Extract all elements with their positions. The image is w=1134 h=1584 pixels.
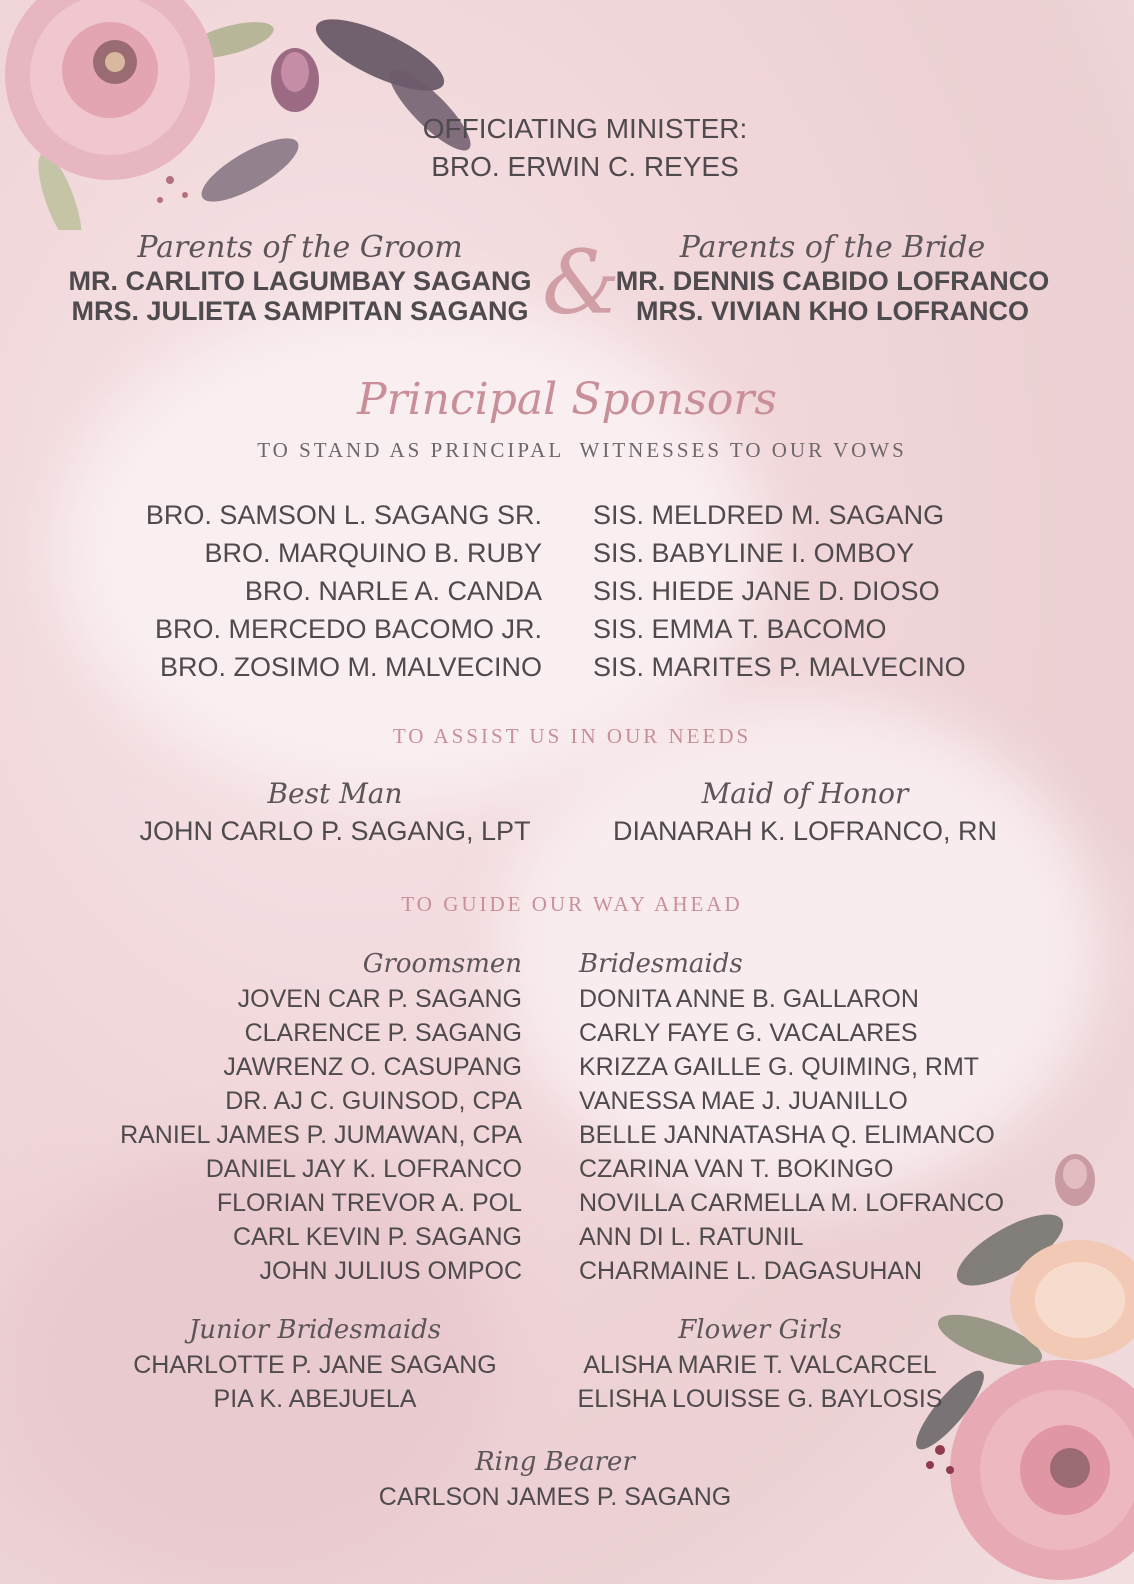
groom-parents: [60, 230, 540, 326]
sponsor-name: SIS. MELDRED M. SAGANG: [593, 500, 945, 530]
principal-sponsors-title: Principal Sponsors: [356, 374, 778, 425]
bridesmaid-name: DONITA ANNE B. GALLARON: [579, 985, 919, 1013]
groomsman-name: CLARENCE P. SAGANG: [244, 1019, 522, 1047]
ring-bearer-label: Ring Bearer: [475, 1447, 635, 1477]
principal-sponsors-right: [593, 496, 1073, 686]
officiating-label: OFFICIATING MINISTER:: [422, 113, 748, 144]
groomsman-name: DR. AJ C. GUINSOD, CPA: [225, 1087, 522, 1115]
groomsman-name: RANIEL JAMES P. JUMAWAN, CPA: [120, 1121, 522, 1149]
officiating-name: BRO. ERWIN C. REYES: [431, 151, 739, 182]
officiating-block: [300, 110, 870, 186]
junior-bridesmaid-name: CHARLOTTE P. JANE SAGANG: [133, 1351, 497, 1379]
maid-of-honor-label: Maid of Honor: [701, 777, 909, 810]
groomsmen-block: [60, 946, 522, 1288]
sponsor-name: BRO. ZOSIMO M. MALVECINO: [159, 652, 542, 682]
best-man-label: Best Man: [267, 777, 403, 810]
sponsor-name: BRO. MERCEDO BACOMO JR.: [154, 614, 542, 644]
groomsman-name: JOVEN CAR P. SAGANG: [237, 985, 522, 1013]
guide-heading: TO GUIDE OUR WAY AHEAD: [401, 892, 743, 916]
sponsor-name: BRO. SAMSON L. SAGANG SR.: [145, 500, 542, 530]
ampersand: &: [542, 231, 621, 334]
bridesmaids-block: [579, 946, 1059, 1288]
bridesmaid-name: KRIZZA GAILLE G. QUIMING, RMT: [579, 1053, 980, 1081]
sponsor-name: SIS. HIEDE JANE D. DIOSO: [593, 576, 940, 606]
principal-sponsors-subtitle: TO STAND AS PRINCIPAL WITNESSES TO OUR VOWS: [257, 438, 907, 462]
sponsor-name: SIS. BABYLINE I. OMBOY: [593, 538, 915, 568]
bride-mother: MRS. VIVIAN KHO LOFRANCO: [635, 296, 1029, 326]
best-man-block: [130, 776, 540, 850]
groomsmen-label: Groomsmen: [362, 949, 522, 979]
bridesmaid-name: NOVILLA CARMELLA M. LOFRANCO: [579, 1189, 1005, 1217]
groomsman-name: DANIEL JAY K. LOFRANCO: [205, 1155, 522, 1183]
bridesmaid-name: BELLE JANNATASHA Q. ELIMANCO: [579, 1121, 995, 1149]
flower-girls-block: [555, 1312, 965, 1416]
flower-girl-name: ELISHA LOUISSE G. BAYLOSIS: [577, 1385, 943, 1413]
sponsor-name: SIS. EMMA T. BACOMO: [593, 614, 887, 644]
bridesmaids-label: Bridesmaids: [579, 949, 743, 979]
bride-parents-label: Parents of the Bride: [679, 230, 986, 265]
groomsman-name: FLORIAN TREVOR A. POL: [216, 1189, 522, 1217]
sponsor-name: SIS. MARITES P. MALVECINO: [593, 652, 966, 682]
bridesmaid-name: CARLY FAYE G. VACALARES: [579, 1019, 918, 1047]
bridesmaid-name: VANESSA MAE J. JUANILLO: [579, 1087, 908, 1115]
sponsor-name: BRO. MARQUINO B. RUBY: [204, 538, 542, 568]
maid-of-honor-name: DIANARAH K. LOFRANCO, RN: [612, 816, 998, 846]
best-man-name: JOHN CARLO P. SAGANG, LPT: [139, 816, 531, 846]
groomsman-name: CARL KEVIN P. SAGANG: [233, 1223, 522, 1251]
sponsor-name: BRO. NARLE A. CANDA: [244, 576, 542, 606]
junior-bridesmaids-label: Junior Bridesmaids: [188, 1315, 442, 1345]
junior-bridesmaid-name: PIA K. ABEJUELA: [213, 1385, 417, 1413]
bridesmaid-name: ANN DI L. RATUNIL: [579, 1223, 804, 1251]
groom-father: MR. CARLITO LAGUMBAY SAGANG: [68, 266, 532, 296]
assist-heading: TO ASSIST US IN OUR NEEDS: [392, 724, 752, 748]
flower-girls-label: Flower Girls: [678, 1315, 842, 1345]
ring-bearer-block: [340, 1444, 770, 1514]
groom-parents-label: Parents of the Groom: [137, 230, 463, 265]
principal-sponsors-left: [60, 496, 542, 686]
groom-mother: MRS. JULIETA SAMPITAN SAGANG: [71, 296, 529, 326]
flower-girl-name: ALISHA MARIE T. VALCARCEL: [583, 1351, 937, 1379]
bride-father: MR. DENNIS CABIDO LOFRANCO: [615, 266, 1050, 296]
bridesmaid-name: CHARMAINE L. DAGASUHAN: [579, 1257, 923, 1285]
groomsman-name: JOHN JULIUS OMPOC: [259, 1257, 522, 1285]
groomsman-name: JAWRENZ O. CASUPANG: [223, 1053, 522, 1081]
maid-of-honor-block: [600, 776, 1010, 850]
bride-parents: [605, 230, 1060, 326]
ring-bearer-name: CARLSON JAMES P. SAGANG: [378, 1483, 732, 1511]
bridesmaid-name: CZARINA VAN T. BOKINGO: [579, 1155, 894, 1183]
junior-bridesmaids-block: [110, 1312, 520, 1416]
